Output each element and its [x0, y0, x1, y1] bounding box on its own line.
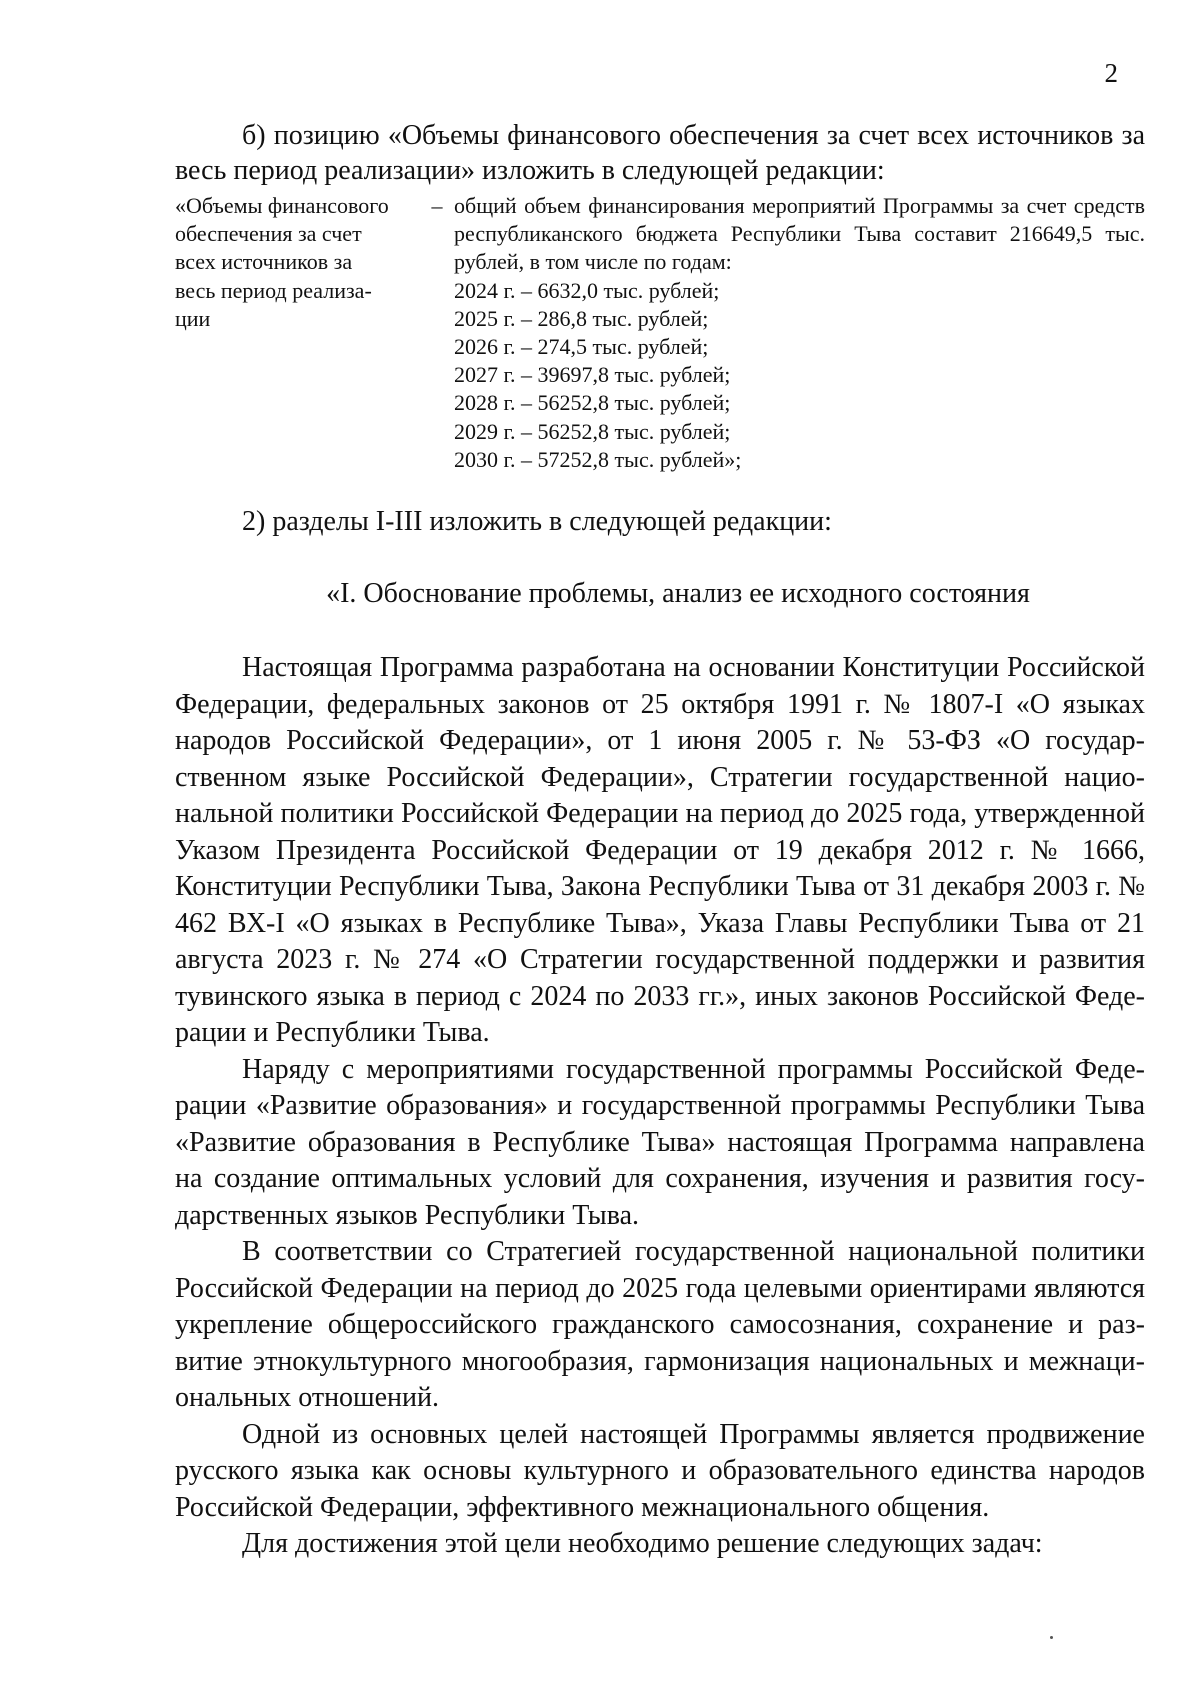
page-number: 2: [1104, 58, 1118, 88]
body-paragraph: Для достижения этой цели необходимо решение следующих задач:: [242, 1528, 1043, 1560]
amendment-paragraph-2: 2) разделы I-III изложить в следующей редакции:: [242, 506, 832, 538]
finance-dash: –: [431, 193, 443, 218]
scan-speck: [1050, 1636, 1053, 1639]
amendment-paragraph-b: б) позицию «Объемы финансового обеспечения за счет всех источников за весь период реализации» изложить в следующей редакции:: [175, 120, 1145, 186]
finance-year-line: 2028 г. – 56252,8 тыс. рублей;: [454, 390, 731, 416]
finance-year-line: 2030 г. – 57252,8 тыс. рублей»;: [454, 446, 742, 472]
finance-year-line: 2024 г. – 6632,0 тыс. рублей;: [454, 277, 720, 303]
document-body: [175, 118, 1145, 1563]
finance-label: [175, 192, 420, 474]
finance-year-line: 2025 г. – 286,8 тыс. рублей;: [454, 305, 709, 331]
finance-label-line: весь период реализа-: [175, 277, 372, 303]
finance-table: [175, 192, 1145, 474]
finance-label-line: «Объемы финансового: [175, 193, 389, 218]
body-paragraph: Настоящая Программа разработана на основании Конституции Российской Федерации, федеральных законов от 25 октября 1991 г. № 1807-I «О языках народов Российской Федерации», от 1 июня 2005 г. № 53-ФЗ «О государственном языке Российской Федерации», Стратегии государственной национальной политики Российской Федерации на период до 2025 года, утвержденной Указом Президента Российской Федерации от 19 декабря 2012 г. № 1666, Конституции Республики Тыва, Закона Республики Тыва от 31 декабря 2003 г. № 462 ВХ-I «О языках в Республике Тыва», Указа Главы Республики Тыва от 21 августа 2023 г. № 274 «О Стратегии государственной поддержки и развития тувинского языка в период с 2024 по 2033 гг.», иных законов Российской Федерации и Республики Тыва.: [175, 652, 1145, 1049]
body-paragraph: В соответствии со Стратегией государственной национальной политики Российской Федерации на период до 2025 года целевыми ориентирами являются укрепление общероссийского гражданского самосознания, сохранение и развитие этнокультурного многообразия, гармонизация национальных и межнациональных отношений.: [175, 1236, 1145, 1414]
body-paragraph: Наряду с мероприятиями государственной программы Российской Федерации «Развитие образования» и государственной программы Республики Тыва «Развитие образования в Республике Тыва» настоящая Программа направлена на создание оптимальных условий для сохранения, изучения и развития государственных языков Республики Тыва.: [175, 1053, 1145, 1231]
section-body: [175, 650, 1145, 1563]
section-heading: «I. Обоснование проблемы, анализ ее исходного состояния: [326, 578, 1030, 610]
finance-intro: общий объем финансирования мероприятий Программы за счет средств республиканского бюджета Республики Тыва составит 216649,5 тыс. рублей, в том числе по годам:: [454, 193, 1145, 275]
body-paragraph: Одной из основных целей настоящей Программы является продвижение русского языка как основы культурного и образовательного единства народов Российской Федерации, эффективного межнационального общения.: [175, 1418, 1145, 1523]
finance-label-line: всех источников за: [175, 249, 353, 275]
finance-label-line: обеспечения за счет: [175, 221, 362, 247]
finance-details: [454, 192, 1145, 474]
finance-label-line: ции: [175, 305, 211, 331]
finance-year-line: 2026 г. – 274,5 тыс. рублей;: [454, 334, 709, 360]
finance-year-line: 2029 г. – 56252,8 тыс. рублей;: [454, 418, 731, 444]
finance-year-line: 2027 г. – 39697,8 тыс. рублей;: [454, 362, 731, 388]
